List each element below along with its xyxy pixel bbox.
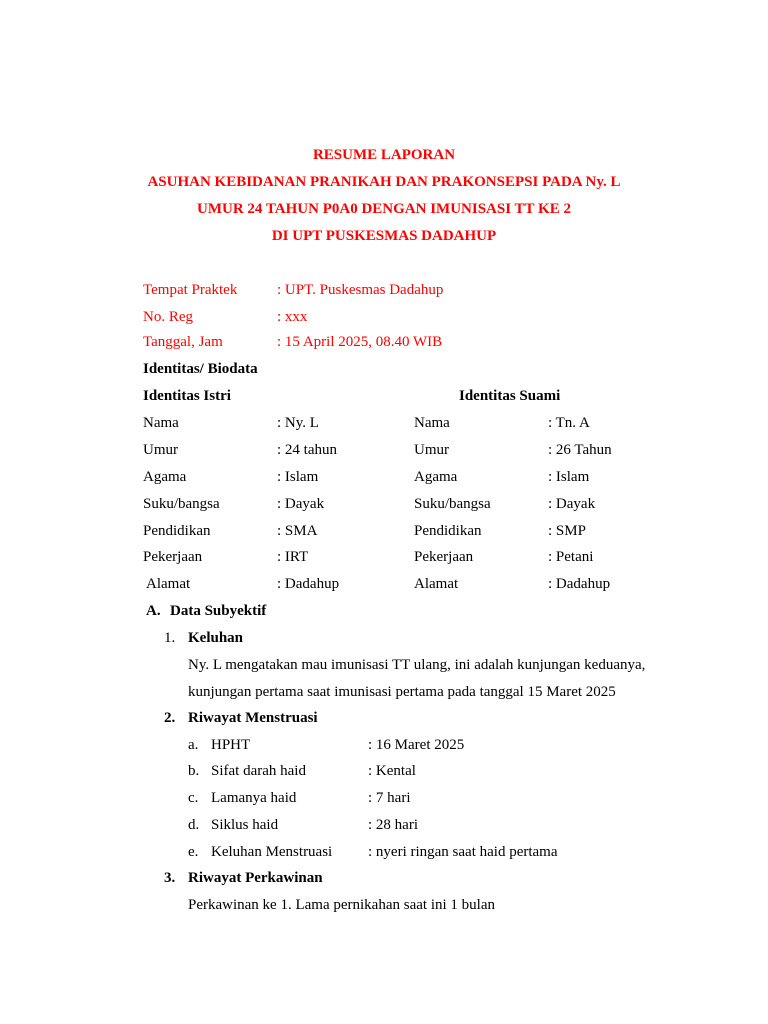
identitas-heading: Identitas/ Biodata	[143, 361, 258, 377]
suami-label-nama: Nama	[414, 415, 450, 431]
istri-label-nama: Nama	[143, 415, 179, 431]
item-3-title: Riwayat Perkawinan	[188, 870, 323, 886]
menstruasi-value-hpht: : 16 Maret 2025	[368, 737, 465, 753]
suami-value-agama: : Islam	[548, 469, 590, 485]
menstruasi-letter-b: b.	[188, 763, 200, 779]
istri-value-agama: : Islam	[277, 469, 319, 485]
perkawinan-text: Perkawinan ke 1. Lama pernikahan saat ini 1 bulan	[188, 897, 495, 913]
menstruasi-value-siklus: : 28 hari	[368, 817, 418, 833]
suami-label-agama: Agama	[414, 469, 458, 485]
menstruasi-letter-d: d.	[188, 817, 200, 833]
istri-label-umur: Umur	[143, 442, 178, 458]
suami-value-pendidikan: : SMP	[548, 523, 586, 539]
info-label-tanggal-jam: Tanggal, Jam	[143, 334, 223, 350]
info-value-no-reg: : xxx	[277, 309, 308, 325]
report-subtitle-line-1: ASUHAN KEBIDANAN PRANIKAH DAN PRAKONSEPSI PADA Ny. L	[147, 174, 621, 190]
suami-value-suku: : Dayak	[548, 496, 596, 512]
section-a-title: Data Subyektif	[170, 603, 267, 619]
istri-value-pendidikan: : SMA	[277, 523, 318, 539]
menstruasi-value-lamanya: : 7 hari	[368, 790, 411, 806]
item-2-number: 2.	[164, 710, 176, 726]
istri-label-alamat: Alamat	[146, 576, 191, 592]
istri-label-pendidikan: Pendidikan	[143, 523, 211, 539]
menstruasi-label-lamanya: Lamanya haid	[211, 790, 297, 806]
suami-label-suku: Suku/bangsa	[414, 496, 491, 512]
suami-label-alamat: Alamat	[414, 576, 459, 592]
report-subtitle-line-3: DI UPT PUSKESMAS DADAHUP	[271, 228, 497, 244]
istri-value-pekerjaan: : IRT	[277, 549, 309, 565]
suami-value-pekerjaan: : Petani	[548, 549, 594, 565]
istri-label-agama: Agama	[143, 469, 187, 485]
menstruasi-letter-a: a.	[188, 737, 199, 753]
item-2-title: Riwayat Menstruasi	[188, 710, 318, 726]
suami-label-pendidikan: Pendidikan	[414, 523, 482, 539]
section-a-marker: A.	[146, 603, 161, 619]
info-value-tanggal-jam: : 15 April 2025, 08.40 WIB	[277, 334, 443, 350]
keluhan-text-line-1: Ny. L mengatakan mau imunisasi TT ulang, ini adalah kunjungan keduanya,	[188, 657, 646, 673]
report-title: RESUME LAPORAN	[312, 147, 456, 163]
suami-value-alamat: : Dadahup	[548, 576, 611, 592]
menstruasi-label-keluhan: Keluhan Menstruasi	[211, 844, 333, 860]
info-label-no-reg: No. Reg	[143, 309, 193, 325]
item-3-number: 3.	[164, 870, 176, 886]
menstruasi-value-sifat: : Kental	[368, 763, 416, 779]
suami-value-umur: : 26 Tahun	[548, 442, 612, 458]
item-1-title: Keluhan	[188, 630, 244, 646]
istri-value-alamat: : Dadahup	[277, 576, 340, 592]
suami-value-nama: : Tn. A	[548, 415, 590, 431]
menstruasi-label-hpht: HPHT	[211, 737, 251, 753]
istri-value-umur: : 24 tahun	[277, 442, 337, 458]
menstruasi-value-keluhan: : nyeri ringan saat haid pertama	[368, 844, 558, 860]
item-1-number: 1.	[164, 630, 176, 646]
menstruasi-label-siklus: Siklus haid	[211, 817, 279, 833]
keluhan-text-line-2: kunjungan pertama saat imunisasi pertama pada tanggal 15 Maret 2025	[188, 684, 616, 700]
menstruasi-letter-c: c.	[188, 790, 199, 806]
istri-value-suku: : Dayak	[277, 496, 325, 512]
istri-heading: Identitas Istri	[143, 388, 231, 404]
info-value-tempat-praktek: : UPT. Puskesmas Dadahup	[277, 282, 444, 298]
menstruasi-letter-e: e.	[188, 844, 199, 860]
suami-label-pekerjaan: Pekerjaan	[414, 549, 474, 565]
suami-heading: Identitas Suami	[459, 388, 561, 404]
istri-value-nama: : Ny. L	[277, 415, 319, 431]
report-subtitle-line-2: UMUR 24 TAHUN P0A0 DENGAN IMUNISASI TT KE 2	[197, 201, 571, 217]
istri-label-pekerjaan: Pekerjaan	[143, 549, 203, 565]
suami-label-umur: Umur	[414, 442, 449, 458]
istri-label-suku: Suku/bangsa	[143, 496, 220, 512]
menstruasi-label-sifat: Sifat darah haid	[211, 763, 306, 779]
info-label-tempat-praktek: Tempat Praktek	[143, 282, 238, 298]
